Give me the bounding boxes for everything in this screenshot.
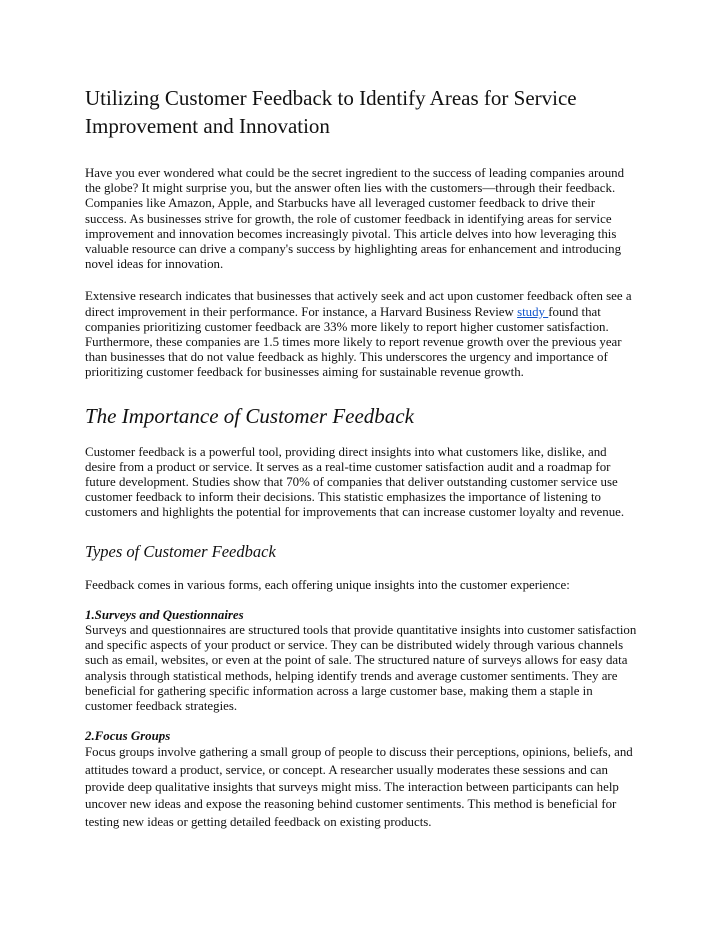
article-title: Utilizing Customer Feedback to Identify Areas for Service Improvement and Innovation [85,86,577,138]
research-paragraph [85,289,637,380]
focus-groups-section [85,729,637,831]
study-link[interactable]: study [517,304,549,319]
focus-groups-body: Focus groups involve gathering a small group of people to discuss their perceptions, opinions, beliefs, and attitudes toward a product, service, or concept. A researcher usually moderates these sessions and can provide deep qualitative insights that surveys might miss. The interaction between participants can help uncover new ideas and expose the reasoning behind customer sentiments. This method is beneficial for testing new ideas or getting detailed feedback on existing products. [85,745,633,829]
surveys-body: Surveys and questionnaires are structured tools that provide quantitative insights into customer satisfaction and specific aspects of your product or service. They can be distributed widely through various channels such as email, websites, or even at the point of sale. The structured nature of surveys allows for easy data analysis through statistical methods, helping identify trends and average customer sentiments. They are beneficial for gathering specific information across a large customer base, making them a staple in customer feedback strategies. [85,623,637,714]
types-heading: Types of Customer Feedback [85,541,276,561]
types-intro-paragraph: Feedback comes in various forms, each offering unique insights into the customer experience: [85,577,570,592]
surveys-section [85,608,637,714]
importance-heading: The Importance of Customer Feedback [85,403,414,428]
surveys-subheading: 1.Surveys and Questionnaires [85,607,244,622]
document-page [85,84,637,831]
importance-paragraph: Customer feedback is a powerful tool, providing direct insights into what customers like, dislike, and desire from a product or service. It serves as a real-time customer satisfaction audit and a roadmap for future development. Studies show that 70% of companies that deliver outstanding customer service use customer feedback to inform their decisions. This statistic emphasizes the importance of listening to customers and highlights the potential for improvements that can increase customer loyalty and revenue. [85,444,625,520]
research-text-before-link: Extensive research indicates that businesses that actively seek and act upon customer feedback often see a direct improvement in their performance. For instance, a Harvard Business Review [85,289,632,319]
intro-paragraph: Have you ever wondered what could be the secret ingredient to the success of leading companies around the globe? It might surprise you, but the answer often lies with the customers—through their feedback. Companies like Amazon, Apple, and Starbucks have all leveraged customer feedback to drive their success. As businesses strive for growth, the role of customer feedback in identifying areas for service improvement and innovation becomes increasingly pivotal. This article delves into how leveraging this valuable resource can drive a company's success by highlighting areas for enhancement and introducing novel ideas for innovation. [85,166,625,272]
focus-groups-subheading: 2.Focus Groups [85,729,171,744]
research-text-after-link: found that companies prioritizing customer feedback are 33% more likely to report higher customer satisfaction. Furthermore, these companies are 1.5 times more likely to report revenue growth over the previous year than businesses that do not value feedback as highly. This underscores the urgency and importance of prioritizing customer feedback for businesses aiming for sustainable revenue growth. [85,304,622,380]
